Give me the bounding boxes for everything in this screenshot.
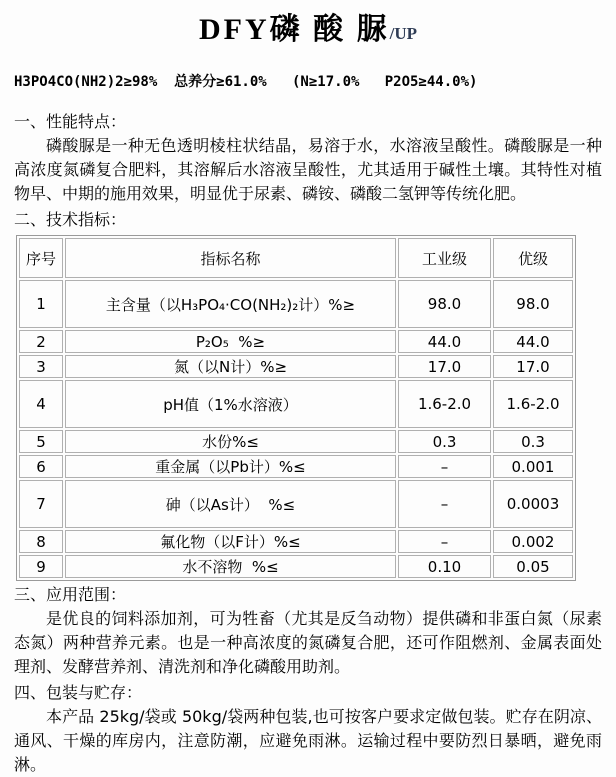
- spec-table-head-row: [19, 238, 573, 278]
- chemical-spec-line: H3PO4CO(NH2)2≥98% 总养分≥61.0% (N≥17.0% P2O5≥44.0%): [14, 74, 478, 90]
- table-cell: –: [398, 530, 491, 553]
- page-title-suffix: /UP: [389, 24, 418, 43]
- table-cell: 4: [19, 380, 63, 428]
- table-cell: 17.0: [493, 355, 573, 378]
- table-row: [19, 280, 573, 328]
- table-cell: –: [398, 480, 491, 528]
- table-cell: 1: [19, 280, 63, 328]
- table-cell: 2: [19, 330, 63, 353]
- table-cell: 5: [19, 430, 63, 453]
- table-cell: 1.6-2.0: [398, 380, 491, 428]
- table-cell: pH值（1%水溶液）: [65, 380, 396, 428]
- section-body-performance: 磷酸脲是一种无色透明棱柱状结晶，易溶于水，水溶液呈酸性。磷酸脲是一种高浓度氮磷复合肥料，其溶解后水溶液呈酸性，尤其适用于碱性土壤。其特性对植物早、中期的施用效果，明显优于尿素、磷铵、磷酸二氢钾等传统化肥。: [14, 136, 602, 203]
- table-cell: 0.05: [493, 555, 573, 578]
- column-header: 工业级: [398, 238, 491, 278]
- table-cell: 98.0: [398, 280, 491, 328]
- table-row: [19, 380, 573, 428]
- table-cell: 0.002: [493, 530, 573, 553]
- table-cell: 0.3: [493, 430, 573, 453]
- table-cell: 9: [19, 555, 63, 578]
- table-cell: 0.10: [398, 555, 491, 578]
- table-cell: 44.0: [493, 330, 573, 353]
- table-row: [19, 430, 573, 453]
- section-body-packaging: 本产品 25kg/袋或 50kg/袋两种包装,也可按客户要求定做包装。贮存在阴凉、通风、干燥的库房内，注意防潮，应避免雨淋。运输过程中要防烈日暴晒，避免雨淋。: [14, 707, 602, 774]
- table-cell: 水不溶物 %≤: [65, 555, 396, 578]
- table-cell: 6: [19, 455, 63, 478]
- column-header: 序号: [19, 238, 63, 278]
- table-cell: P₂O₅ %≥: [65, 330, 396, 353]
- table-row: [19, 330, 573, 353]
- section-heading-packaging: 四、包装与贮存：: [14, 683, 143, 702]
- table-cell: 3: [19, 355, 63, 378]
- table-row: [19, 355, 573, 378]
- table-cell: 重金属（以Pb计）%≤: [65, 455, 396, 478]
- table-cell: 砷（以As计） %≤: [65, 480, 396, 528]
- spec-table-body: [19, 280, 573, 578]
- table-cell: 氟化物（以F计）%≤: [65, 530, 396, 553]
- table-row: [19, 530, 573, 553]
- table-cell: 1.6-2.0: [493, 380, 573, 428]
- section-heading-application: 三、应用范围：: [14, 585, 127, 604]
- section-heading-performance: 一、性能特点：: [14, 112, 127, 131]
- table-cell: 8: [19, 530, 63, 553]
- page-title-main: DFY磷 酸 脲: [198, 13, 390, 46]
- column-header: 优级: [493, 238, 573, 278]
- page-title: [14, 8, 602, 56]
- table-row: [19, 555, 573, 578]
- table-row: [19, 455, 573, 478]
- section-body-application: 是优良的饲料添加剂，可为牲畜（尤其是反刍动物）提供磷和非蛋白氮（尿素态氮）两种营养元素。也是一种高浓度的氮磷复合肥，还可作阻燃剂、金属表面处理剂、发酵营养剂、清洗剂和净化磷酸用助剂。: [14, 609, 602, 676]
- table-cell: 0.0003: [493, 480, 573, 528]
- table-cell: –: [398, 455, 491, 478]
- section-heading-technical-indicators: 二、技术指标：: [14, 210, 127, 229]
- table-cell: 水份%≤: [65, 430, 396, 453]
- table-cell: 0.001: [493, 455, 573, 478]
- table-cell: 44.0: [398, 330, 491, 353]
- column-header: 指标名称: [65, 238, 396, 278]
- table-cell: 98.0: [493, 280, 573, 328]
- table-cell: 主含量（以H₃PO₄·CO(NH₂)₂计）%≥: [65, 280, 396, 328]
- table-cell: 7: [19, 480, 63, 528]
- table-cell: 0.3: [398, 430, 491, 453]
- technical-indicators-table: [16, 235, 576, 581]
- table-cell: 17.0: [398, 355, 491, 378]
- table-row: [19, 480, 573, 528]
- table-cell: 氮（以N计）%≥: [65, 355, 396, 378]
